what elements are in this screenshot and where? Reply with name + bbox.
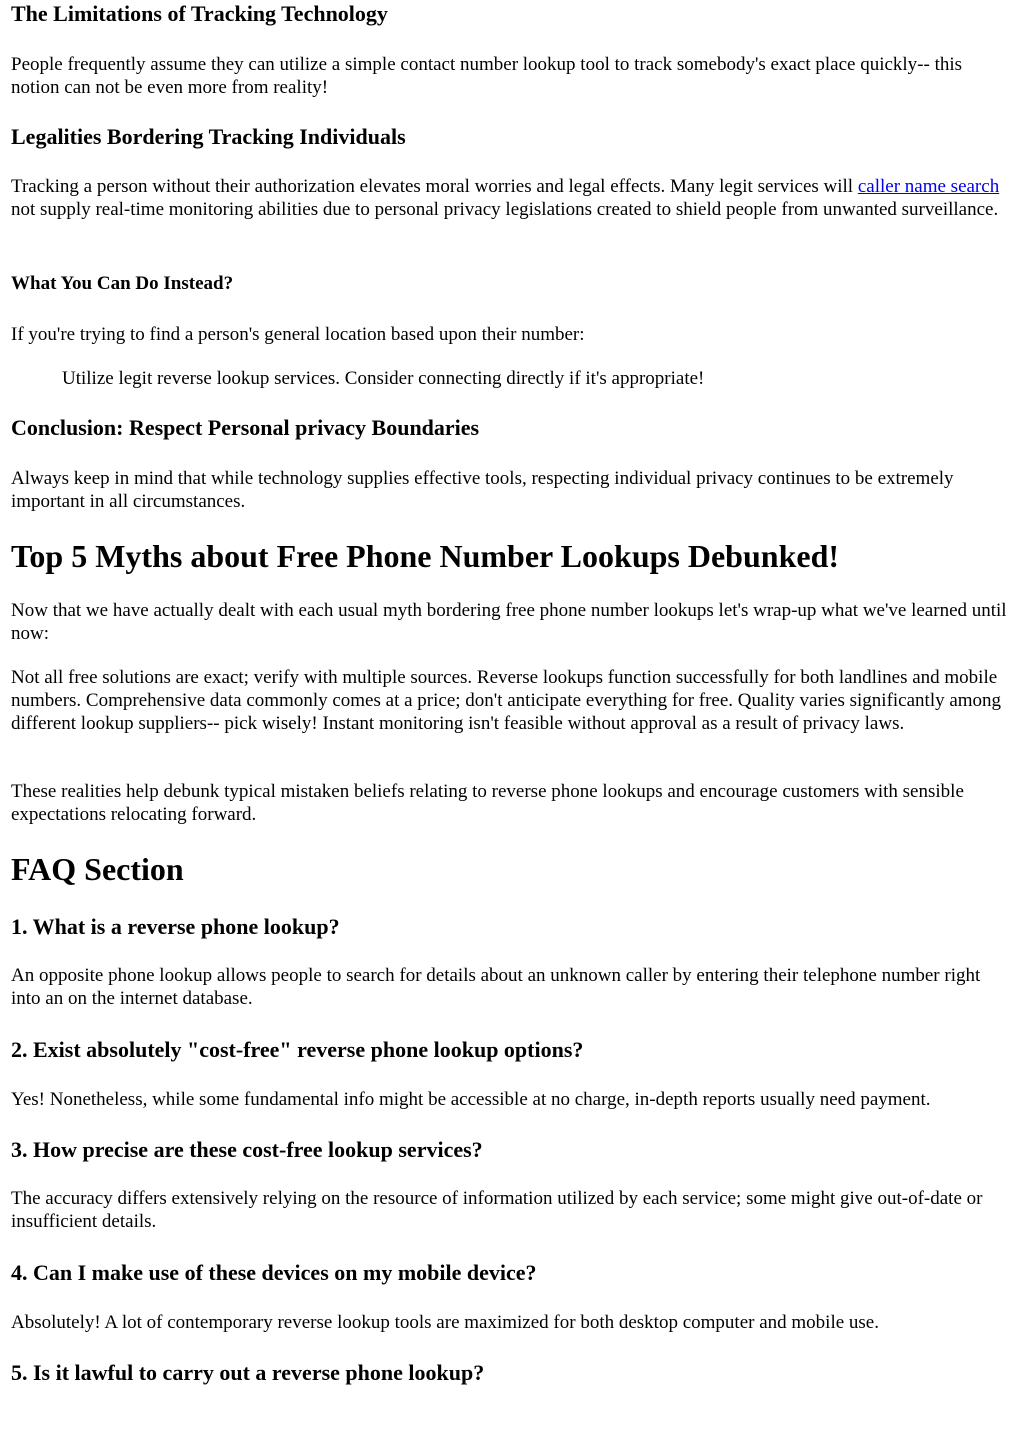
legalities-paragraph — [11, 175, 1014, 221]
faq-answer-1: An opposite phone lookup allows people to search for details about an unknown caller by entering their telephone number right into an on the internet database. — [11, 965, 981, 1009]
faq-answer-3: The accuracy differs extensively relying on the resource of information utilized by each service; some might give out-of-date or insufficient details. — [11, 1188, 983, 1232]
myths-paragraph-3: These realities help debunk typical mistaken beliefs relating to reverse phone lookups and encourage customers with sensible expectations relocating forward. — [11, 781, 964, 825]
legalities-text-before: Tracking a person without their authorization elevates moral worries and legal effects. Many legit services will — [11, 176, 858, 197]
legalities-text-after: not supply real-time monitoring abilities due to personal privacy legislations created to shield people from unwanted surveillance. — [11, 199, 999, 220]
myths-heading: Top 5 Myths about Free Phone Number Lookups Debunked! — [11, 538, 840, 574]
conclusion-paragraph: Always keep in mind that while technology supplies effective tools, respecting individual privacy continues to be extremely important in all circumstances. — [11, 468, 954, 512]
instead-heading: What You Can Do Instead? — [11, 273, 234, 294]
faq-question-5: 5. Is it lawful to carry out a reverse phone lookup? — [11, 1360, 485, 1385]
limitations-paragraph: People frequently assume they can utilize a simple contact number lookup tool to track somebody's exact place quickly-- this notion can not be even more from reality! — [11, 54, 963, 98]
conclusion-heading: Conclusion: Respect Personal privacy Boundaries — [11, 415, 480, 440]
legalities-heading: Legalities Bordering Tracking Individuals — [11, 124, 406, 149]
faq-question-4: 4. Can I make use of these devices on my mobile device? — [11, 1260, 537, 1285]
instead-blockquote: Utilize legit reverse lookup services. Consider connecting directly if it's appropriate! — [62, 368, 705, 389]
faq-heading: FAQ Section — [11, 851, 184, 887]
faq-answer-2: Yes! Nonetheless, while some fundamental info might be accessible at no charge, in-depth reports usually need payment. — [11, 1089, 931, 1110]
caller-name-search-link[interactable]: caller name search — [857, 176, 1000, 197]
limitations-heading: The Limitations of Tracking Technology — [11, 1, 388, 26]
faq-question-1: 1. What is a reverse phone lookup? — [11, 914, 340, 939]
myths-paragraph-1: Now that we have actually dealt with each usual myth bordering free phone number lookups let's wrap-up what we've learned until now: — [11, 600, 1007, 644]
instead-paragraph: If you're trying to find a person's general location based upon their number: — [11, 324, 585, 345]
faq-answer-4: Absolutely! A lot of contemporary reverse lookup tools are maximized for both desktop computer and mobile use. — [11, 1312, 879, 1333]
myths-paragraph-2: Not all free solutions are exact; verify with multiple sources. Reverse lookups function successfully for both landlines and mobile numbers. Comprehensive data commonly comes at a price; don't anticipate everything for free. Quality varies significantly among different lookup suppliers-- pick wisely! Instant monitoring isn't feasible without approval as a result of privacy laws. — [11, 667, 1002, 734]
faq-question-2: 2. Exist absolutely "cost-free" reverse phone lookup options? — [11, 1037, 584, 1062]
faq-question-3: 3. How precise are these cost-free lookup services? — [11, 1137, 483, 1162]
